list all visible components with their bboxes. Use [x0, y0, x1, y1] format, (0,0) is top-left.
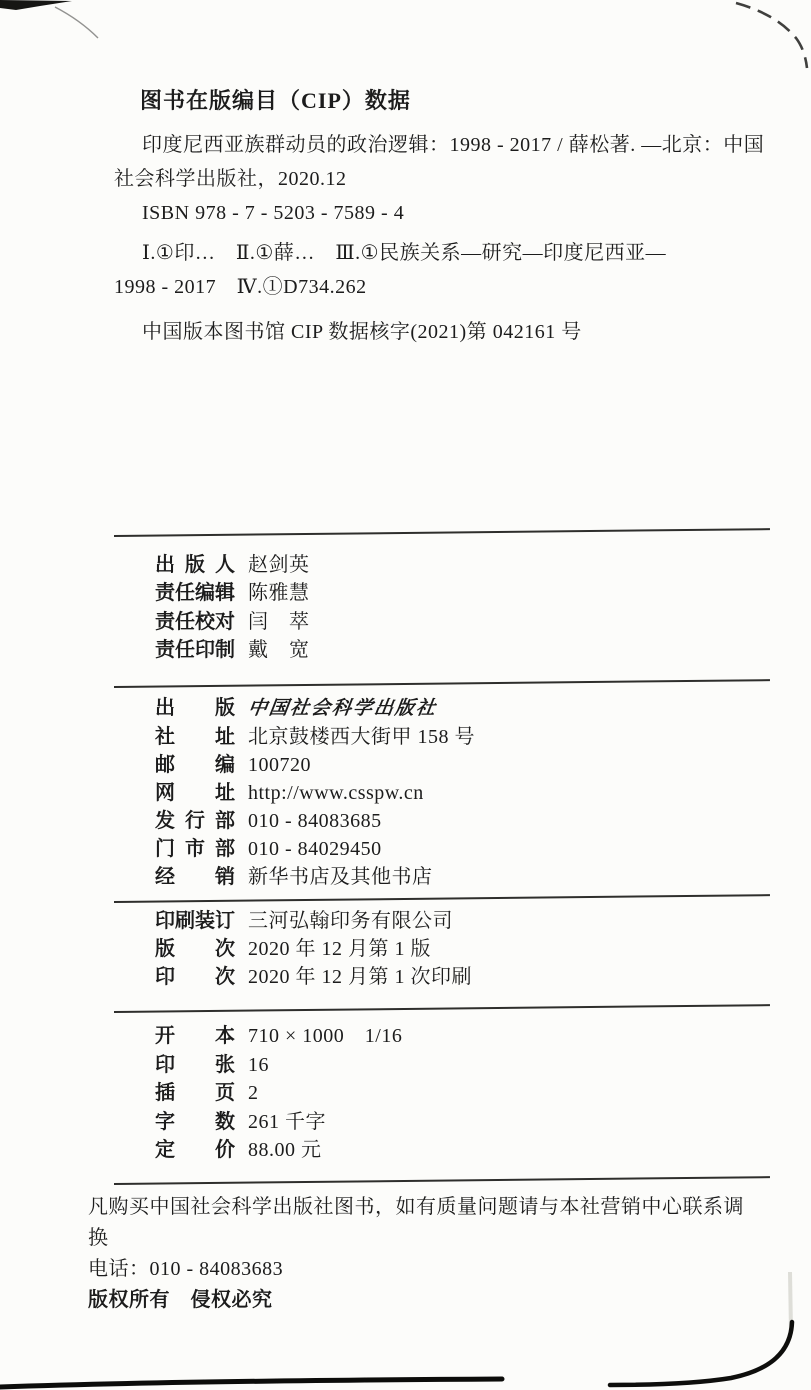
colophon-label: 社址 [155, 726, 235, 748]
colophon-row-distributor [155, 863, 475, 891]
colophon-label: 出版 [155, 697, 235, 719]
page-curl-top-right [736, 3, 807, 68]
website-url: http://www.csspw.cn [248, 782, 424, 804]
format-row-sheet-size [155, 1022, 402, 1051]
colophon-label: 经销 [155, 866, 235, 888]
staff-label: 出版人 [155, 554, 235, 576]
colophon-block [155, 694, 475, 891]
colophon-row-retail-dept [155, 835, 475, 863]
colophon-row-address [155, 723, 475, 751]
format-value: 16 [248, 1053, 269, 1076]
colophon-label: 发行部 [155, 810, 235, 832]
format-value: 88.00 元 [248, 1139, 322, 1161]
format-value: 261 千字 [248, 1110, 326, 1133]
cip-classification-line-1: Ⅰ.①印… Ⅱ.①薛… Ⅲ.①民族关系—研究—印度尼西亚— [142, 242, 667, 264]
scan-mark-top-left [0, 0, 72, 10]
colophon-value: 010 - 84029450 [248, 838, 382, 860]
format-row-printed-sheets [155, 1051, 402, 1080]
format-row-inserts [155, 1079, 402, 1108]
notice-line-quality: 凡购买中国社会科学出版社图书，如有质量问题请与本社营销中心联系调换 [88, 1196, 744, 1249]
publisher-logotype: 中国社会科学出版社 [246, 698, 439, 719]
staff-row-editor [155, 579, 310, 607]
format-row-word-count [155, 1108, 402, 1137]
colophon-label: 门市部 [155, 838, 235, 860]
cip-title-line-2: 社会科学出版社，2020.12 [114, 168, 347, 190]
staff-block [155, 551, 310, 664]
divider-rule-5 [114, 1176, 770, 1185]
format-block [155, 1022, 402, 1165]
divider-rule-3 [114, 894, 770, 903]
divider-rule-4 [114, 1004, 770, 1013]
printing-label: 版次 [155, 938, 235, 960]
colophon-value: 新华书店及其他书店 [248, 866, 433, 888]
format-label: 插页 [155, 1082, 235, 1104]
format-value: 2 [248, 1082, 259, 1104]
cip-classification-line-2: 1998 - 2017 Ⅳ.①D734.262 [114, 276, 367, 298]
format-label: 定价 [155, 1139, 235, 1161]
staff-value: 戴 宽 [248, 638, 310, 661]
divider-rule-1 [114, 528, 770, 537]
purchase-notice [88, 1192, 748, 1316]
colophon-row-postcode [155, 751, 475, 779]
printing-value: 2020 年 12 月第 1 版 [248, 938, 431, 960]
staff-row-proofreader [155, 608, 310, 636]
page-edge-bottom-right [610, 1322, 792, 1385]
page-fold-right [790, 1272, 791, 1332]
format-value: 710 × 1000 1/16 [248, 1025, 403, 1047]
printing-block [155, 907, 472, 991]
staff-value: 陈雅慧 [248, 582, 310, 605]
staff-value: 闫 萃 [248, 610, 310, 633]
page-edge-bottom [0, 1379, 502, 1387]
cip-registration: 中国版本图书馆 CIP 数据核字(2021)第 042161 号 [142, 321, 582, 343]
staff-row-print-supervisor [155, 636, 310, 664]
format-label: 开本 [155, 1025, 235, 1047]
format-row-price [155, 1136, 402, 1165]
printing-row-edition [155, 935, 472, 963]
printing-label: 印刷装订 [155, 910, 235, 932]
printing-value: 三河弘翰印务有限公司 [248, 910, 453, 932]
colophon-label: 邮编 [155, 754, 235, 776]
colophon-value: 北京鼓楼西大街甲 158 号 [248, 726, 475, 748]
staff-row-publisher-person [155, 551, 310, 579]
copyright-statement: 版权所有 侵权必究 [88, 1289, 273, 1311]
printing-value: 2020 年 12 月第 1 次印刷 [248, 966, 472, 988]
colophon-row-website [155, 779, 475, 807]
colophon-value: 100720 [248, 754, 311, 776]
notice-line-phone: 电话：010 - 84083683 [88, 1258, 284, 1280]
printing-row-impression [155, 963, 472, 991]
printing-row-binder [155, 907, 472, 935]
colophon-value: 010 - 84083685 [248, 810, 382, 832]
format-label: 印张 [155, 1053, 235, 1076]
cip-entry [114, 128, 774, 349]
staff-label: 责任校对 [155, 610, 235, 633]
format-label: 字数 [155, 1110, 235, 1133]
divider-rule-2 [114, 679, 770, 688]
colophon-row-distribution-dept [155, 807, 475, 835]
staff-value: 赵剑英 [248, 554, 310, 576]
printing-label: 印次 [155, 966, 235, 988]
colophon-row-publisher [155, 694, 475, 723]
cip-header: 图书在版编目（CIP）数据 [140, 88, 411, 113]
scan-crease-top-left [55, 7, 98, 38]
cip-isbn: ISBN 978 - 7 - 5203 - 7589 - 4 [142, 202, 405, 224]
colophon-label: 网址 [155, 782, 235, 804]
cip-title-line-1: 印度尼西亚族群动员的政治逻辑：1998 - 2017 / 薛松著. —北京：中国 [142, 134, 765, 156]
staff-label: 责任印制 [155, 638, 235, 661]
staff-label: 责任编辑 [155, 582, 235, 605]
